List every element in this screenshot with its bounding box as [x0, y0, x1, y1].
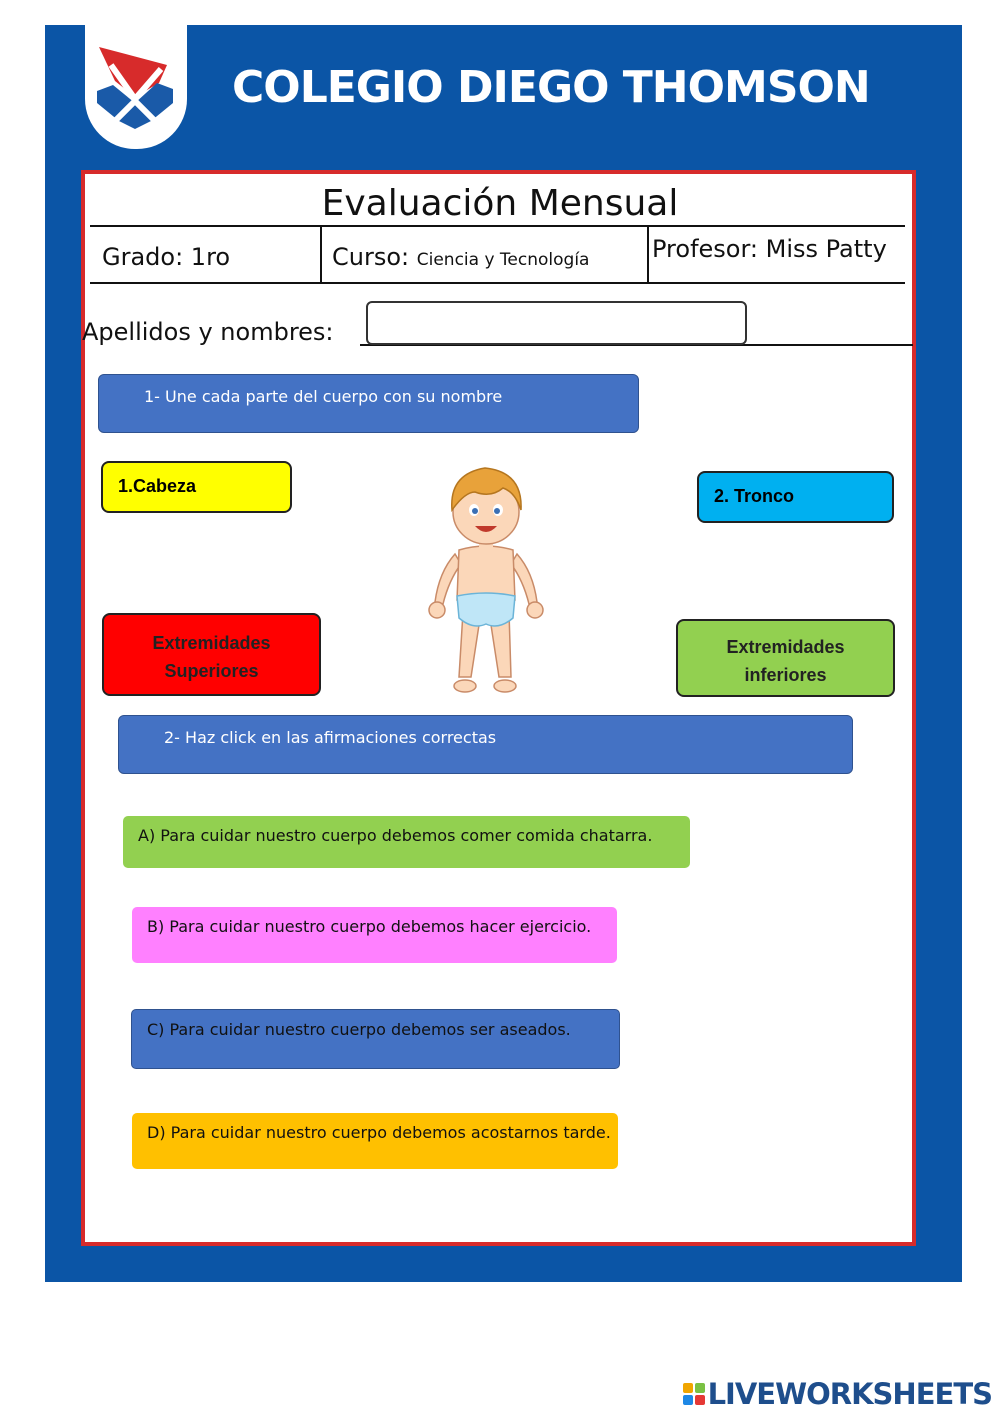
name-label: Apellidos y nombres: [82, 318, 334, 346]
option-b-text: B) Para cuidar nuestro cuerpo debemos hacer ejercicio. [147, 917, 592, 936]
header-divider-2 [647, 226, 649, 282]
label-head[interactable] [101, 461, 292, 513]
course-cell: Curso: Ciencia y Tecnología [332, 243, 590, 271]
label-upper-line1: Extremidades [152, 633, 271, 653]
course-value: Ciencia y Tecnología [416, 250, 590, 270]
child-body-illustration [425, 462, 547, 697]
header-divider-bottom [90, 282, 905, 284]
option-d-text: D) Para cuidar nuestro cuerpo debemos acostarnos tarde. [147, 1123, 611, 1142]
grade-cell [102, 243, 230, 271]
option-c[interactable] [131, 1009, 620, 1069]
question1-prompt: 1- Une cada parte del cuerpo con su nombre [144, 387, 503, 406]
course-label: Curso [332, 243, 402, 271]
label-lower-limbs[interactable] [676, 619, 895, 697]
label-head-text: 1.Cabeza [118, 476, 197, 496]
teacher-label: Profesor: Miss Patty [652, 235, 887, 263]
liveworksheets-logo-icon [683, 1383, 705, 1405]
option-a[interactable] [123, 816, 690, 868]
label-lower-line1: Extremidades [726, 637, 845, 657]
option-c-text: C) Para cuidar nuestro cuerpo debemos ser aseados. [147, 1020, 571, 1039]
grade-value: : 1ro [175, 243, 231, 271]
label-upper-limbs[interactable] [102, 613, 321, 696]
option-b[interactable] [132, 907, 617, 963]
name-input[interactable] [366, 301, 747, 345]
teacher-cell [652, 235, 887, 263]
question1-banner [98, 374, 639, 433]
question2-banner [118, 715, 853, 774]
evaluation-title: Evaluación Mensual [321, 183, 679, 224]
liveworksheets-brand [683, 1377, 992, 1411]
label-lower-line2: inferiores [744, 665, 827, 685]
question2-prompt: 2- Haz click en las afirmaciones correctas [164, 728, 497, 747]
label-trunk-text: 2. Tronco [714, 486, 795, 506]
label-upper-line2: Superiores [164, 661, 259, 681]
grade-label: Grado [102, 243, 176, 271]
school-crest [85, 25, 187, 149]
option-a-text: A) Para cuidar nuestro cuerpo debemos comer comida chatarra. [138, 826, 653, 845]
label-trunk[interactable] [697, 471, 894, 523]
header-divider-1 [320, 226, 322, 282]
header-divider-top [90, 225, 905, 227]
school-crest-icon [85, 25, 187, 149]
liveworksheets-text: LIVEWORKSHEETS [707, 1377, 992, 1411]
school-name: COLEGIO DIEGO THOMSON [232, 62, 870, 113]
option-d[interactable] [132, 1113, 618, 1169]
